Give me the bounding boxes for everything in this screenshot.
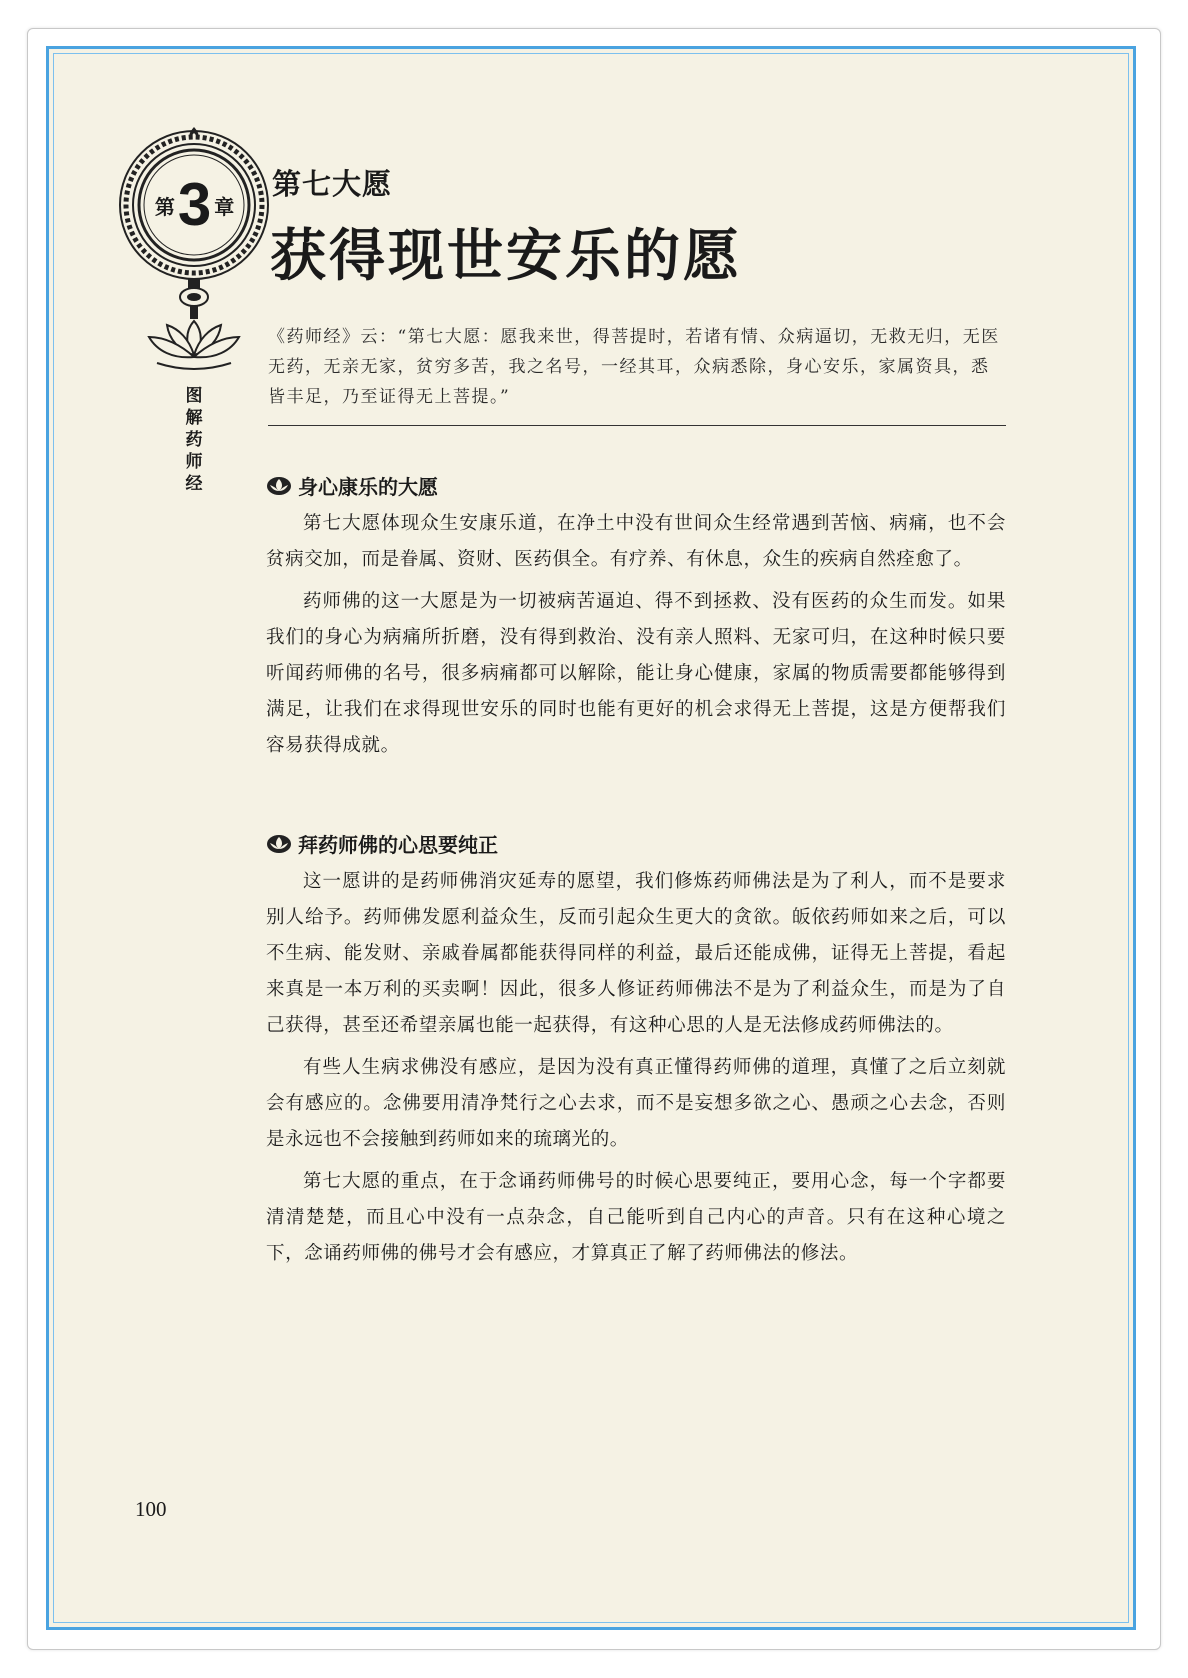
lotus-bullet-icon: [266, 832, 292, 854]
paragraph: 药师佛的这一大愿是为一切被病苦逼迫、得不到拯救、没有医药的众生而发。如果我们的身心为病痛所折磨，没有得到救治、没有亲人照料、无家可归，在这种时候只要听闻药师佛的名号，很多病痛都可以解除，能让身心健康，家属的物质需要都能够得到满足，让我们在求得现世安乐的同时也能有更好的机会求得无上菩提，这是方便帮我们容易获得成就。: [266, 591, 1006, 756]
vow-subtitle: 第七大愿: [272, 167, 393, 201]
chapter-number: 3: [177, 171, 212, 238]
paragraph: 第七大愿的重点，在于念诵药师佛号的时候心思要纯正，要用心念，每一个字都要清清楚楚，而且心中没有一点杂念，自己能听到自己内心的声音。只有在这种心境之下，念诵药师佛的佛号才会有感应，才算真正了解了药师佛法的修法。: [266, 1171, 1006, 1264]
ornamental-medallion-icon: [117, 125, 272, 390]
paragraph: 第七大愿体现众生安康乐道，在净土中没有世间众生经常遇到苦恼、病痛，也不会贫病交加，而是眷属、资财、医药俱全。有疗养、有休息，众生的疾病自然痊愈了。: [266, 513, 1006, 570]
sutra-quote: 《药师经》云：“第七大愿：愿我来世，得菩提时，若诸有情、众病逼切，无救无归，无医无药，无亲无家，贫穷多苦，我之名号，一经其耳，众病悉除，身心安乐，家属资具，悉皆丰足，乃至证得无上菩提。”: [268, 327, 1000, 407]
page-number: 100: [135, 1497, 167, 1521]
section-heading-text: 身心康乐的大愿: [298, 474, 438, 499]
section-heading: [266, 470, 1006, 500]
chapter-prefix: 第: [154, 194, 175, 219]
chapter-suffix: 章: [214, 194, 235, 219]
chapter-number-label: [117, 170, 272, 240]
section-heading: [266, 828, 1006, 858]
divider: [268, 425, 1006, 426]
page-title: 获得现世安乐的愿: [270, 224, 742, 289]
section-1: [266, 470, 1006, 764]
paragraph: 有些人生病求佛没有感应，是因为没有真正懂得药师佛的道理，真懂了之后立刻就会有感应的。念佛要用清净梵行之心去求，而不是妄想多欲之心、愚顽之心去念，否则是永远也不会接触到药师如来的琉璃光的。: [266, 1057, 1006, 1150]
lotus-bullet-icon: [266, 474, 292, 496]
book-side-title: 图解药师经: [185, 386, 203, 494]
section-heading-text: 拜药师佛的心思要纯正: [298, 832, 498, 857]
paragraph: 这一愿讲的是药师佛消灾延寿的愿望，我们修炼药师佛法是为了利人，而不是要求别人给予。药师佛发愿利益众生，反而引起众生更大的贪欲。皈依药师如来之后，可以不生病、能发财、亲戚眷属都能获得同样的利益，最后还能成佛，证得无上菩提，看起来真是一本万利的买卖啊！因此，很多人修证药师佛法不是为了利益众生，而是为了自己获得，甚至还希望亲属也能一起获得，有这种心思的人是无法修成药师佛法的。: [266, 871, 1006, 1036]
section-2: [266, 828, 1006, 1272]
chapter-emblem: [117, 125, 272, 390]
